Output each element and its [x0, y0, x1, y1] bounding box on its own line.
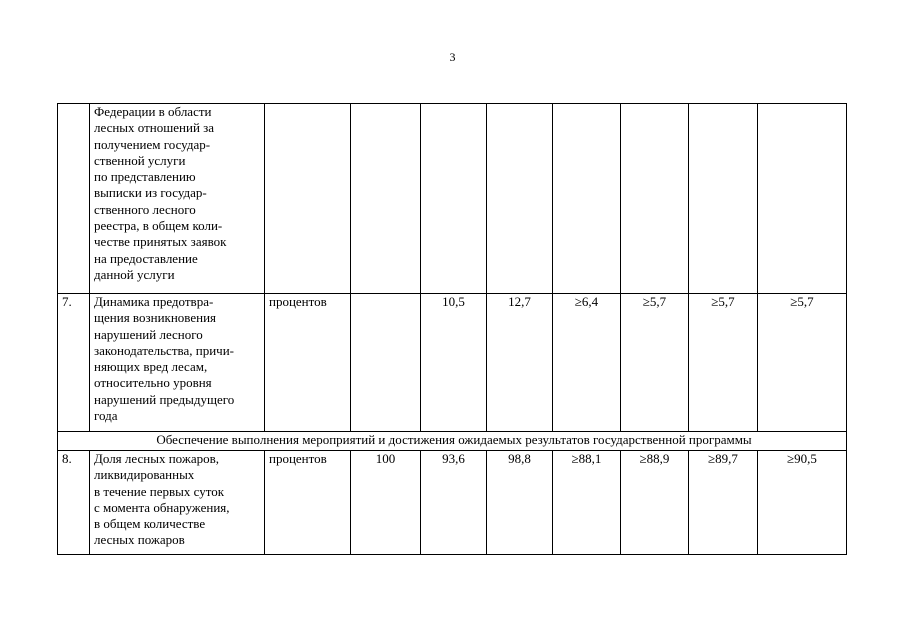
name-line: реестра, в общем коли- [94, 218, 223, 234]
name-line: няющих вред лесам, [94, 359, 208, 375]
value-cell [351, 294, 421, 432]
value-cell: 10,5 [421, 294, 487, 432]
value-cell [421, 104, 487, 294]
value-cell: 93,6 [421, 451, 487, 555]
name-line: нарушений предыдущего [94, 391, 235, 407]
name-line: лесных отношений за [94, 120, 215, 136]
value-cell: ≥5,7 [621, 294, 689, 432]
table-row [58, 294, 847, 432]
value-cell: ≥6,4 [553, 294, 621, 432]
row-number [58, 104, 90, 294]
name-line: с момента обнаружения, [94, 499, 230, 515]
unit-cell: процентов [265, 294, 351, 432]
name-line: ликвидированных [94, 467, 195, 483]
section-heading: Обеспечение выполнения мероприятий и достижения ожидаемых результатов государственной программы [58, 432, 847, 451]
value-cell [758, 104, 847, 294]
table-row [58, 104, 847, 294]
name-line: Динамика предотвра- [94, 294, 214, 309]
indicator-name [90, 451, 265, 555]
name-line: честве принятых заявок [94, 234, 227, 250]
value-cell: ≥90,5 [758, 451, 847, 555]
page-number: 3 [449, 50, 456, 64]
value-cell: ≥5,7 [758, 294, 847, 432]
value-cell: 12,7 [487, 294, 553, 432]
row-number: 8. [58, 451, 90, 555]
value-cell [487, 104, 553, 294]
table-row [58, 451, 847, 555]
name-line: в течение первых суток [94, 483, 225, 499]
value-cell [553, 104, 621, 294]
indicator-name [90, 104, 265, 294]
value-cell: 98,8 [487, 451, 553, 555]
value-cell [689, 104, 758, 294]
table-section-row [58, 432, 847, 451]
value-cell: ≥88,9 [621, 451, 689, 555]
name-line: Доля лесных пожаров, [94, 451, 219, 466]
name-line: щения возникновения [94, 310, 217, 326]
name-line: данной услуги [94, 266, 175, 282]
value-cell [621, 104, 689, 294]
indicators-table [57, 103, 847, 555]
name-line: ственной услуги [94, 152, 186, 168]
name-line: на предоставление [94, 250, 198, 266]
name-line: лесных пожаров [94, 532, 185, 548]
name-line: по представлению [94, 169, 196, 185]
name-line: года [94, 408, 118, 424]
value-cell: 100 [351, 451, 421, 555]
name-line: законодательства, причи- [94, 342, 234, 358]
row-number: 7. [58, 294, 90, 432]
name-line: получением государ- [94, 136, 211, 152]
value-cell: ≥88,1 [553, 451, 621, 555]
name-line: выписки из государ- [94, 185, 207, 201]
value-cell: ≥89,7 [689, 451, 758, 555]
unit-cell: процентов [265, 451, 351, 555]
name-line: относительно уровня [94, 375, 212, 391]
value-cell [351, 104, 421, 294]
name-line: Федерации в области [94, 104, 212, 119]
indicator-name [90, 294, 265, 432]
name-line: в общем количестве [94, 516, 206, 532]
value-cell: ≥5,7 [689, 294, 758, 432]
name-line: нарушений лесного [94, 326, 203, 342]
unit-cell [265, 104, 351, 294]
name-line: ственного лесного [94, 201, 196, 217]
